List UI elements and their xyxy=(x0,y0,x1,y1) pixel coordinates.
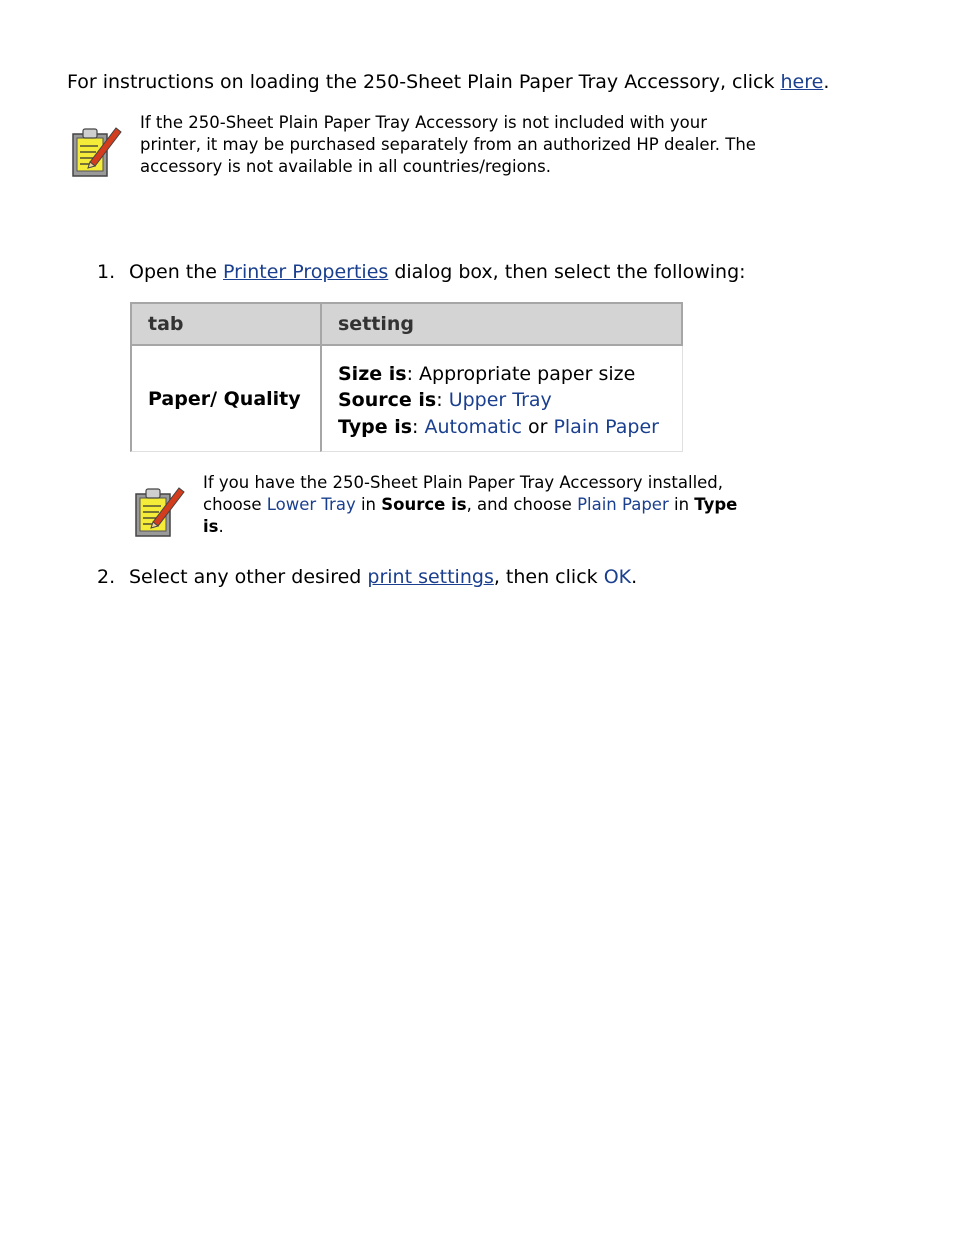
setting-value: Upper Tray xyxy=(448,389,552,412)
setting-label: Type is xyxy=(338,415,413,438)
setting-cell xyxy=(320,346,683,452)
note-text-part: If you have the 250-Sheet Plain Paper Tray Accessory installed, choose xyxy=(203,473,724,514)
setting-source xyxy=(338,387,666,414)
note-pad-pencil-icon xyxy=(131,482,187,542)
tab-cell xyxy=(130,346,320,452)
step-1 xyxy=(97,260,746,284)
note-pad-pencil-icon xyxy=(68,122,124,182)
ui-term-ok: OK xyxy=(603,566,632,588)
intro-end: . xyxy=(823,71,830,93)
ui-term-plain-paper: Plain Paper xyxy=(577,495,669,514)
setting-separator: : xyxy=(406,362,420,385)
setting-label: Source is xyxy=(338,389,437,412)
bold-term-type-is: Type is xyxy=(203,495,738,536)
note-text: If the 250-Sheet Plain Paper Tray Accessory is not included with your printer, it may be purchased separately from an authorized HP dealer. The accessory is not available in all countries/regions. xyxy=(140,113,756,176)
setting-separator: : xyxy=(412,415,425,438)
table-header-row xyxy=(130,302,683,346)
note-text-part: , and choose xyxy=(466,495,578,514)
setting-value: Plain Paper xyxy=(553,415,659,438)
column-header-setting: setting xyxy=(320,302,683,346)
column-header-tab: tab xyxy=(130,302,320,346)
setting-value: Appropriate paper size xyxy=(419,362,636,385)
print-settings-link[interactable]: print settings xyxy=(367,566,494,588)
table-row xyxy=(130,346,683,452)
here-link[interactable]: here xyxy=(780,71,824,93)
setting-separator: : xyxy=(436,389,449,412)
intro-text: For instructions on loading the 250-Sheet Plain Paper Tray Accessory, click xyxy=(67,71,781,93)
step-text: Select any other desired xyxy=(129,566,368,588)
step-text: dialog box, then select the following: xyxy=(388,261,746,283)
setting-or: or xyxy=(521,415,554,438)
step-number: 1. xyxy=(97,261,116,283)
bold-term-source-is: Source is xyxy=(381,495,467,514)
step-text: . xyxy=(631,566,638,588)
step-text: Open the xyxy=(129,261,224,283)
printer-properties-link[interactable]: Printer Properties xyxy=(223,261,389,283)
settings-table xyxy=(130,302,683,452)
step-number: 2. xyxy=(97,566,116,588)
note-text-part: . xyxy=(218,517,224,536)
step-text: , then click xyxy=(493,566,604,588)
setting-label: Size is xyxy=(338,362,407,385)
note-text xyxy=(203,472,743,538)
note-text-part: in xyxy=(668,495,695,514)
tab-value: Paper/ Quality xyxy=(148,387,301,410)
note-text-part: in xyxy=(355,495,382,514)
ui-term-lower-tray: Lower Tray xyxy=(266,495,356,514)
setting-type xyxy=(338,414,666,441)
setting-value: Automatic xyxy=(424,415,522,438)
intro-paragraph xyxy=(67,70,829,94)
step-2 xyxy=(97,565,637,589)
setting-size xyxy=(338,361,666,388)
